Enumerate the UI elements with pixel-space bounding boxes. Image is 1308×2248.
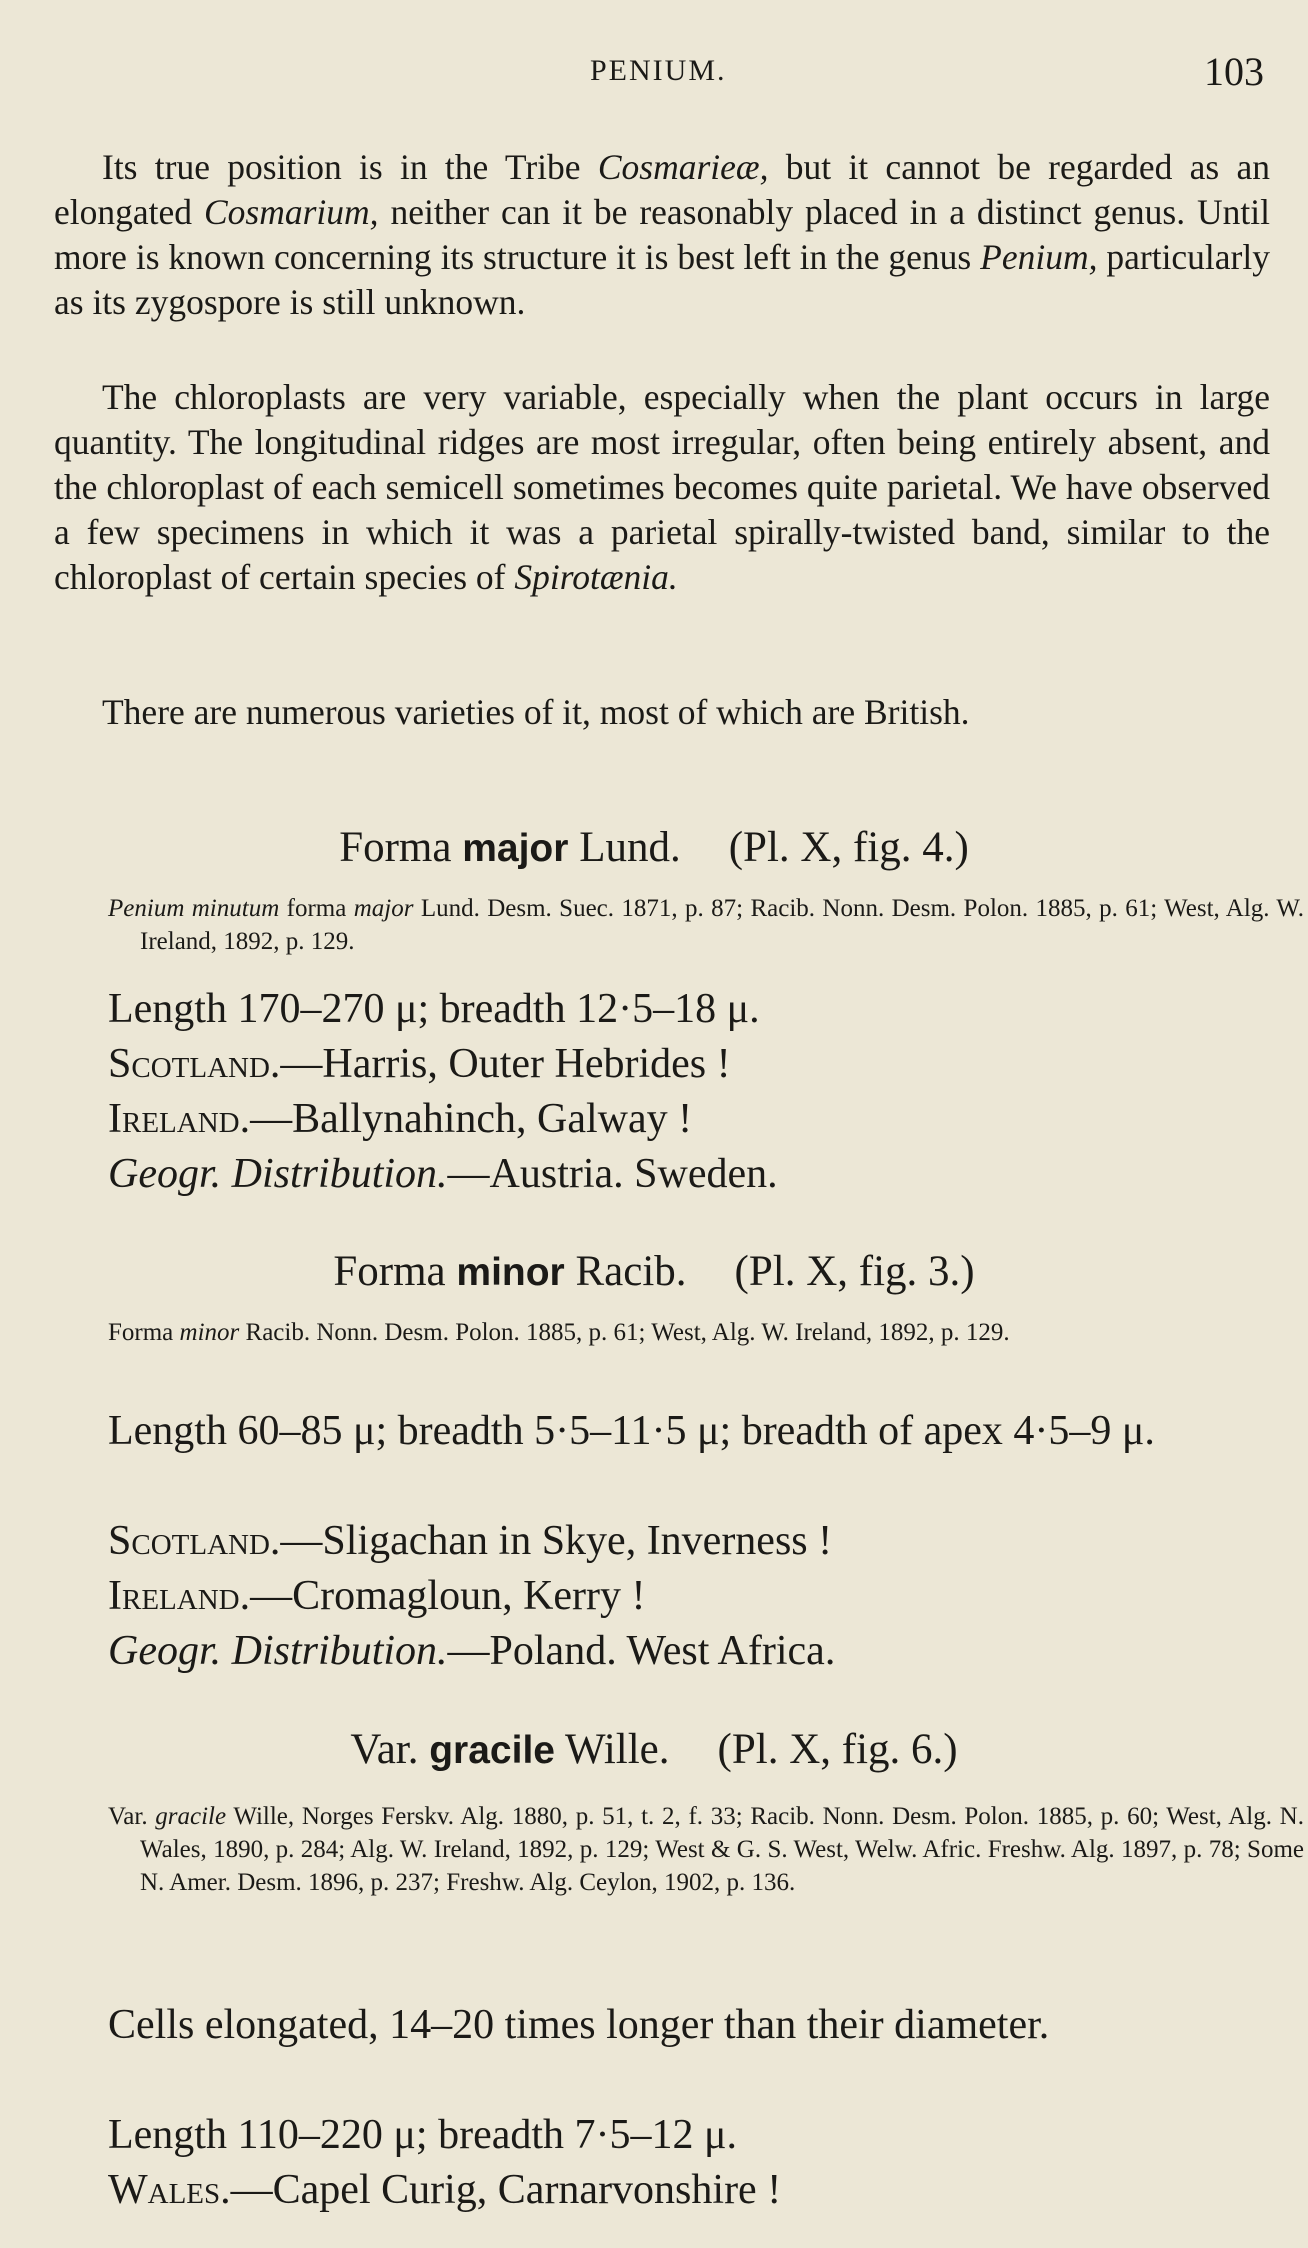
locality-major-2 (108, 1092, 1268, 1147)
section-heading-gracile (0, 1724, 1308, 1777)
italic-taxon: Spirotænia. (514, 557, 678, 597)
taxon-name: gracile (429, 1729, 555, 1772)
distribution-text: —Poland. West Africa. (447, 1628, 836, 1674)
page-number: 103 (1204, 49, 1264, 94)
text-run: Wille, Norges Ferskv. Alg. 1880, p. 51, t. 2, f. 33; Racib. Nonn. Desm. Polon. 1885, p. 60; West, Alg. N. Wales, 1890, p. 284; Alg. W. Ireland, 1892, p. 129; West & G. S. West, Welw. Afric. Freshw. Alg. 1897, p. 78; Some N. Amer. Desm. 1896, p. 237; Freshw. Alg. Ceylon, 1902, p. 136. (140, 1803, 1304, 1896)
italic-taxon: gracile (155, 1803, 227, 1830)
heading-prefix: Forma (339, 824, 452, 871)
italic-taxon: Cosmarium, (203, 192, 379, 232)
region-name: Ireland. (108, 1573, 251, 1619)
locality-text: —Ballynahinch, Galway ! (250, 1096, 693, 1142)
plate-reference: (Pl. X, fig. 3.) (734, 1248, 975, 1295)
region-name: Ireland. (108, 1096, 251, 1142)
dimensions-gracile: Length 110–220 μ; breadth 7·5–12 μ. (108, 2112, 738, 2158)
locality-text: —Capel Curig, Carnarvonshire ! (230, 2167, 782, 2213)
intro-paragraph-2 (54, 375, 1270, 600)
italic-taxon: major (353, 895, 414, 922)
references-minor (108, 1316, 1304, 1349)
taxon-author: Wille. (564, 1726, 670, 1773)
italic-taxon: Penium minutum (108, 895, 280, 922)
section-heading-minor (0, 1246, 1308, 1299)
italic-taxon: minor (179, 1319, 240, 1346)
heading-prefix: Var. (350, 1726, 419, 1773)
dimensions-major: Length 170–270 μ; breadth 12·5–18 μ. (108, 986, 760, 1032)
text-run: The chloroplasts are very variable, especially when the plant occurs in large quantity. The longitudinal ridges are most irregular, often being entirely absent, and the chloroplast of each semicell sometimes becomes quite parietal. We have observed a few specimens in which it was a parietal spirally-twisted band, similar to the chloroplast of certain species of (54, 377, 1270, 597)
plate-reference: (Pl. X, fig. 6.) (717, 1726, 958, 1773)
italic-taxon: Penium, (980, 237, 1098, 277)
text-run: Its true position is in the Tribe (102, 147, 598, 187)
distribution-major (108, 1147, 1268, 1202)
locality-text: —Cromagloun, Kerry ! (250, 1573, 646, 1619)
text-run: Racib. Nonn. Desm. Polon. 1885, p. 61; West, Alg. W. Ireland, 1892, p. 129. (239, 1319, 1010, 1346)
section-heading-major (0, 822, 1308, 875)
intro-paragraph-1 (54, 145, 1270, 325)
description-gracile: Cells elongated, 14–20 times longer than their diameter. (108, 2002, 1050, 2048)
locality-minor-2 (108, 1569, 1268, 1624)
references-major (108, 892, 1304, 958)
locality-minor-1 (108, 1514, 1268, 1569)
text-run: particularly as its zygospore is still unknown. (54, 237, 1270, 322)
taxon-name: major (462, 827, 569, 870)
distribution-label: Geogr. Distribution. (108, 1151, 448, 1197)
text-run: forma (279, 895, 354, 922)
text-run: but it cannot be regarded as an elongated (54, 147, 1270, 232)
taxon-author: Lund. (579, 824, 681, 871)
running-head: PENIUM. (590, 54, 727, 87)
text-run: neither can it be reasonably placed in a distinct genus. Until more is known concerning its structure it is best left in the genus (54, 192, 1270, 277)
plate-reference: (Pl. X, fig. 4.) (728, 824, 969, 871)
distribution-text: —Austria. Sweden. (447, 1151, 778, 1197)
references-gracile (108, 1800, 1304, 1899)
intro-paragraph-3: There are numerous varieties of it, most of which are British. (102, 692, 970, 732)
region-name: Wales. (108, 2167, 231, 2213)
region-name: Scotland. (108, 1041, 281, 1087)
taxon-name: minor (456, 1251, 565, 1294)
locality-text: —Harris, Outer Hebrides ! (280, 1041, 731, 1087)
locality-gracile-1 (108, 2163, 1268, 2218)
taxon-author: Racib. (575, 1248, 687, 1295)
text-run: Var. (108, 1803, 156, 1830)
region-name: Scotland. (108, 1518, 281, 1564)
text-run: Lund. Desm. Suec. 1871, p. 87; Racib. Nonn. Desm. Polon. 1885, p. 61; West, Alg. W. Ireland, 1892, p. 129. (140, 895, 1304, 955)
page-header (54, 48, 1270, 98)
heading-prefix: Forma (333, 1248, 446, 1295)
locality-text: —Sligachan in Skye, Inverness ! (280, 1518, 833, 1564)
dimensions-minor: Length 60–85 μ; breadth 5·5–11·5 μ; breadth of apex 4·5–9 μ. (108, 1408, 1155, 1454)
distribution-minor (108, 1624, 1268, 1679)
locality-major-1 (108, 1037, 1268, 1092)
text-run: Forma (108, 1319, 180, 1346)
italic-taxon: Cosmarieæ, (597, 147, 769, 187)
distribution-label: Geogr. Distribution. (108, 1628, 448, 1674)
